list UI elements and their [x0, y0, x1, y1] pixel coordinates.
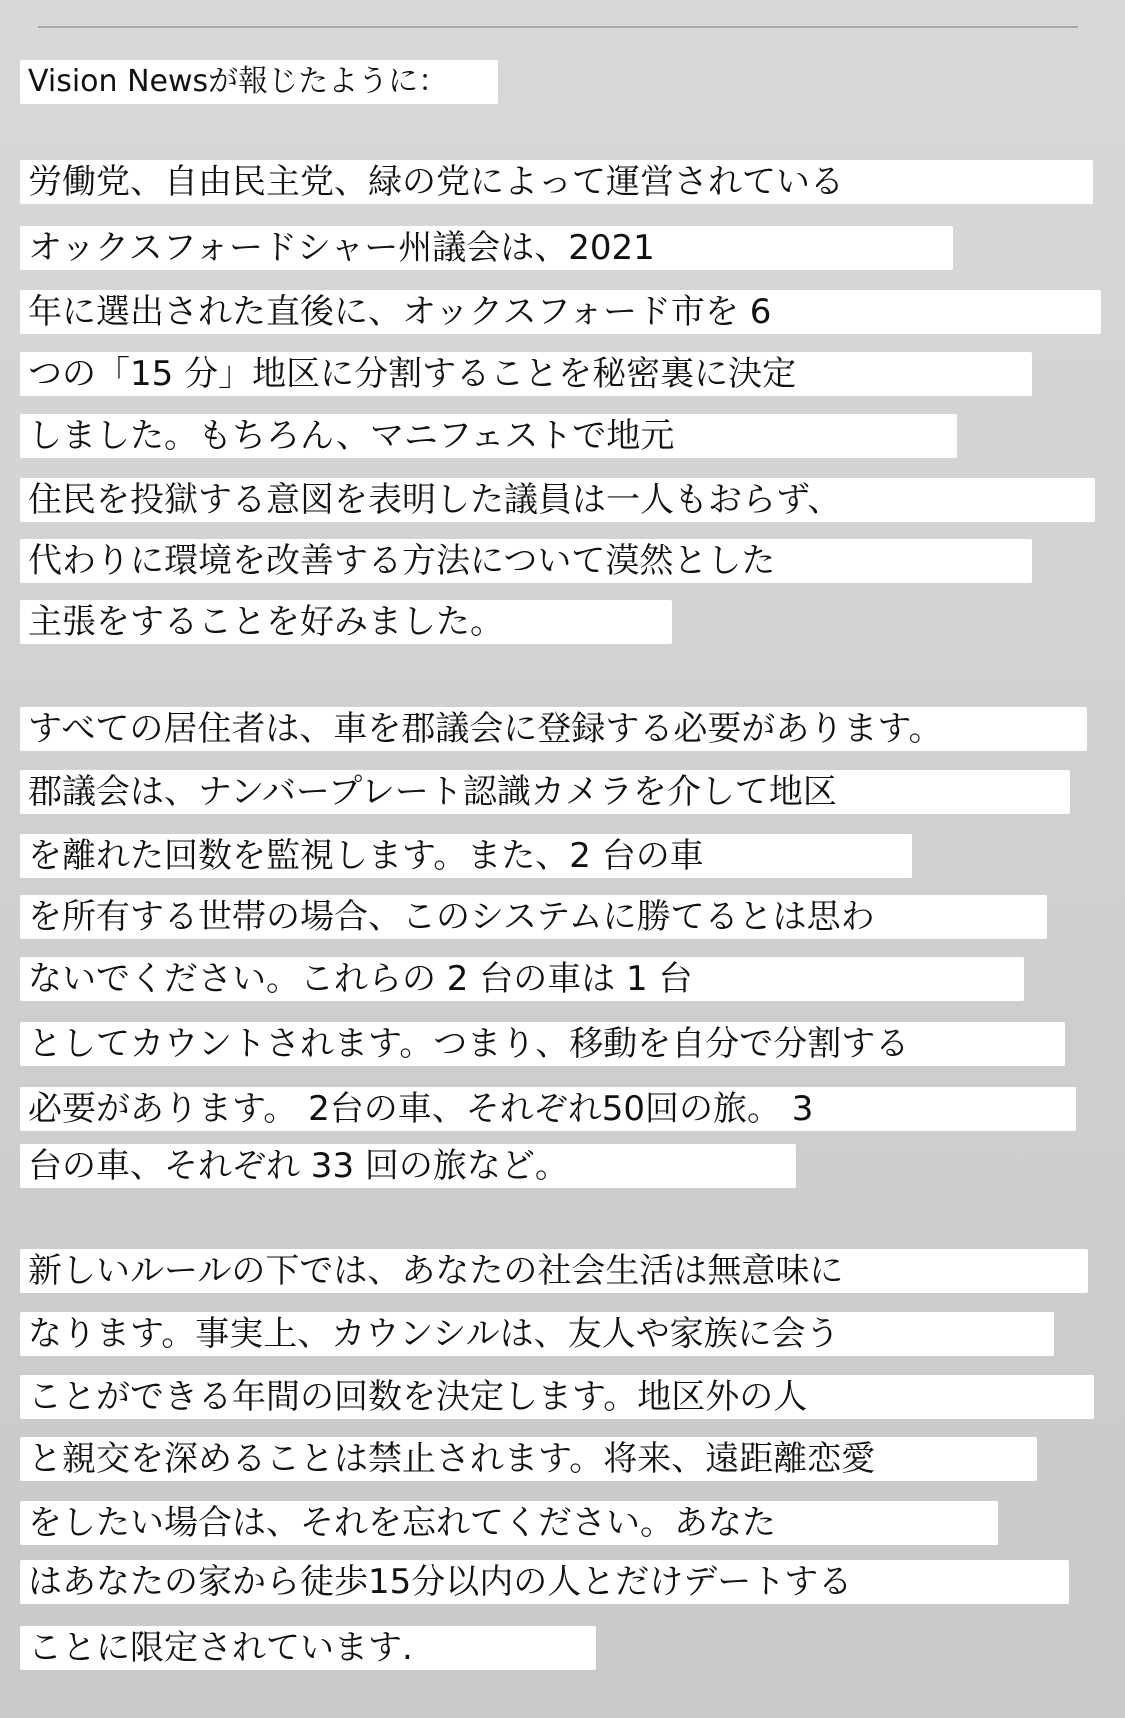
paragraph-3-line-1: 新しいルールの下では、あなたの社会生活は無意味に [20, 1249, 1088, 1293]
paragraph-3-line-5: をしたい場合は、それを忘れてください。あなた [20, 1501, 998, 1545]
paragraph-2-line-7: 必要があります。 2台の車、それぞれ50回の旅。 3 [20, 1087, 1076, 1131]
paragraph-2-line-2: 郡議会は、ナンバープレート認識カメラを介して地区 [20, 770, 1070, 814]
paragraph-1-line-7: 代わりに環境を改善する方法について漠然とした [20, 539, 1032, 583]
paragraph-2-line-4: を所有する世帯の場合、このシステムに勝てるとは思わ [20, 895, 1047, 939]
top-divider [38, 26, 1078, 28]
intro-line: Vision Newsが報じたように： [20, 60, 498, 104]
paragraph-2-line-6: としてカウントされます。つまり、移動を自分で分割する [20, 1022, 1065, 1066]
paragraph-3-line-7: ことに限定されています. [20, 1626, 596, 1670]
paragraph-2-line-5: ないでください。これらの 2 台の車は 1 台 [20, 957, 1024, 1001]
paragraph-1-line-1: 労働党、自由民主党、緑の党によって運営されている [20, 160, 1093, 204]
paragraph-3-line-6: はあなたの家から徒歩15分以内の人とだけデートする [20, 1560, 1069, 1604]
paragraph-1-line-5: しました。もちろん、マニフェストで地元 [20, 414, 957, 458]
paragraph-2-line-1: すべての居住者は、車を郡議会に登録する必要があります。 [20, 707, 1087, 751]
paragraph-3-line-4: と親交を深めることは禁止されます。将来、遠距離恋愛 [20, 1437, 1037, 1481]
paragraph-1-line-8: 主張をすることを好みました。 [20, 600, 672, 644]
paragraph-2-line-8: 台の車、それぞれ 33 回の旅など。 [20, 1144, 796, 1188]
paragraph-1-line-6: 住民を投獄する意図を表明した議員は一人もおらず、 [20, 478, 1095, 522]
paragraph-1-line-3: 年に選出された直後に、オックスフォード市を 6 [20, 290, 1101, 334]
paragraph-3-line-2: なります。事実上、カウンシルは、友人や家族に会う [20, 1312, 1054, 1356]
paragraph-1-line-4: つの「15 分」地区に分割することを秘密裏に決定 [20, 352, 1032, 396]
paragraph-1-line-2: オックスフォードシャー州議会は、2021 [20, 226, 953, 270]
paragraph-2-line-3: を離れた回数を監視します。また、2 台の車 [20, 834, 912, 878]
paragraph-3-line-3: ことができる年間の回数を決定します。地区外の人 [20, 1375, 1094, 1419]
